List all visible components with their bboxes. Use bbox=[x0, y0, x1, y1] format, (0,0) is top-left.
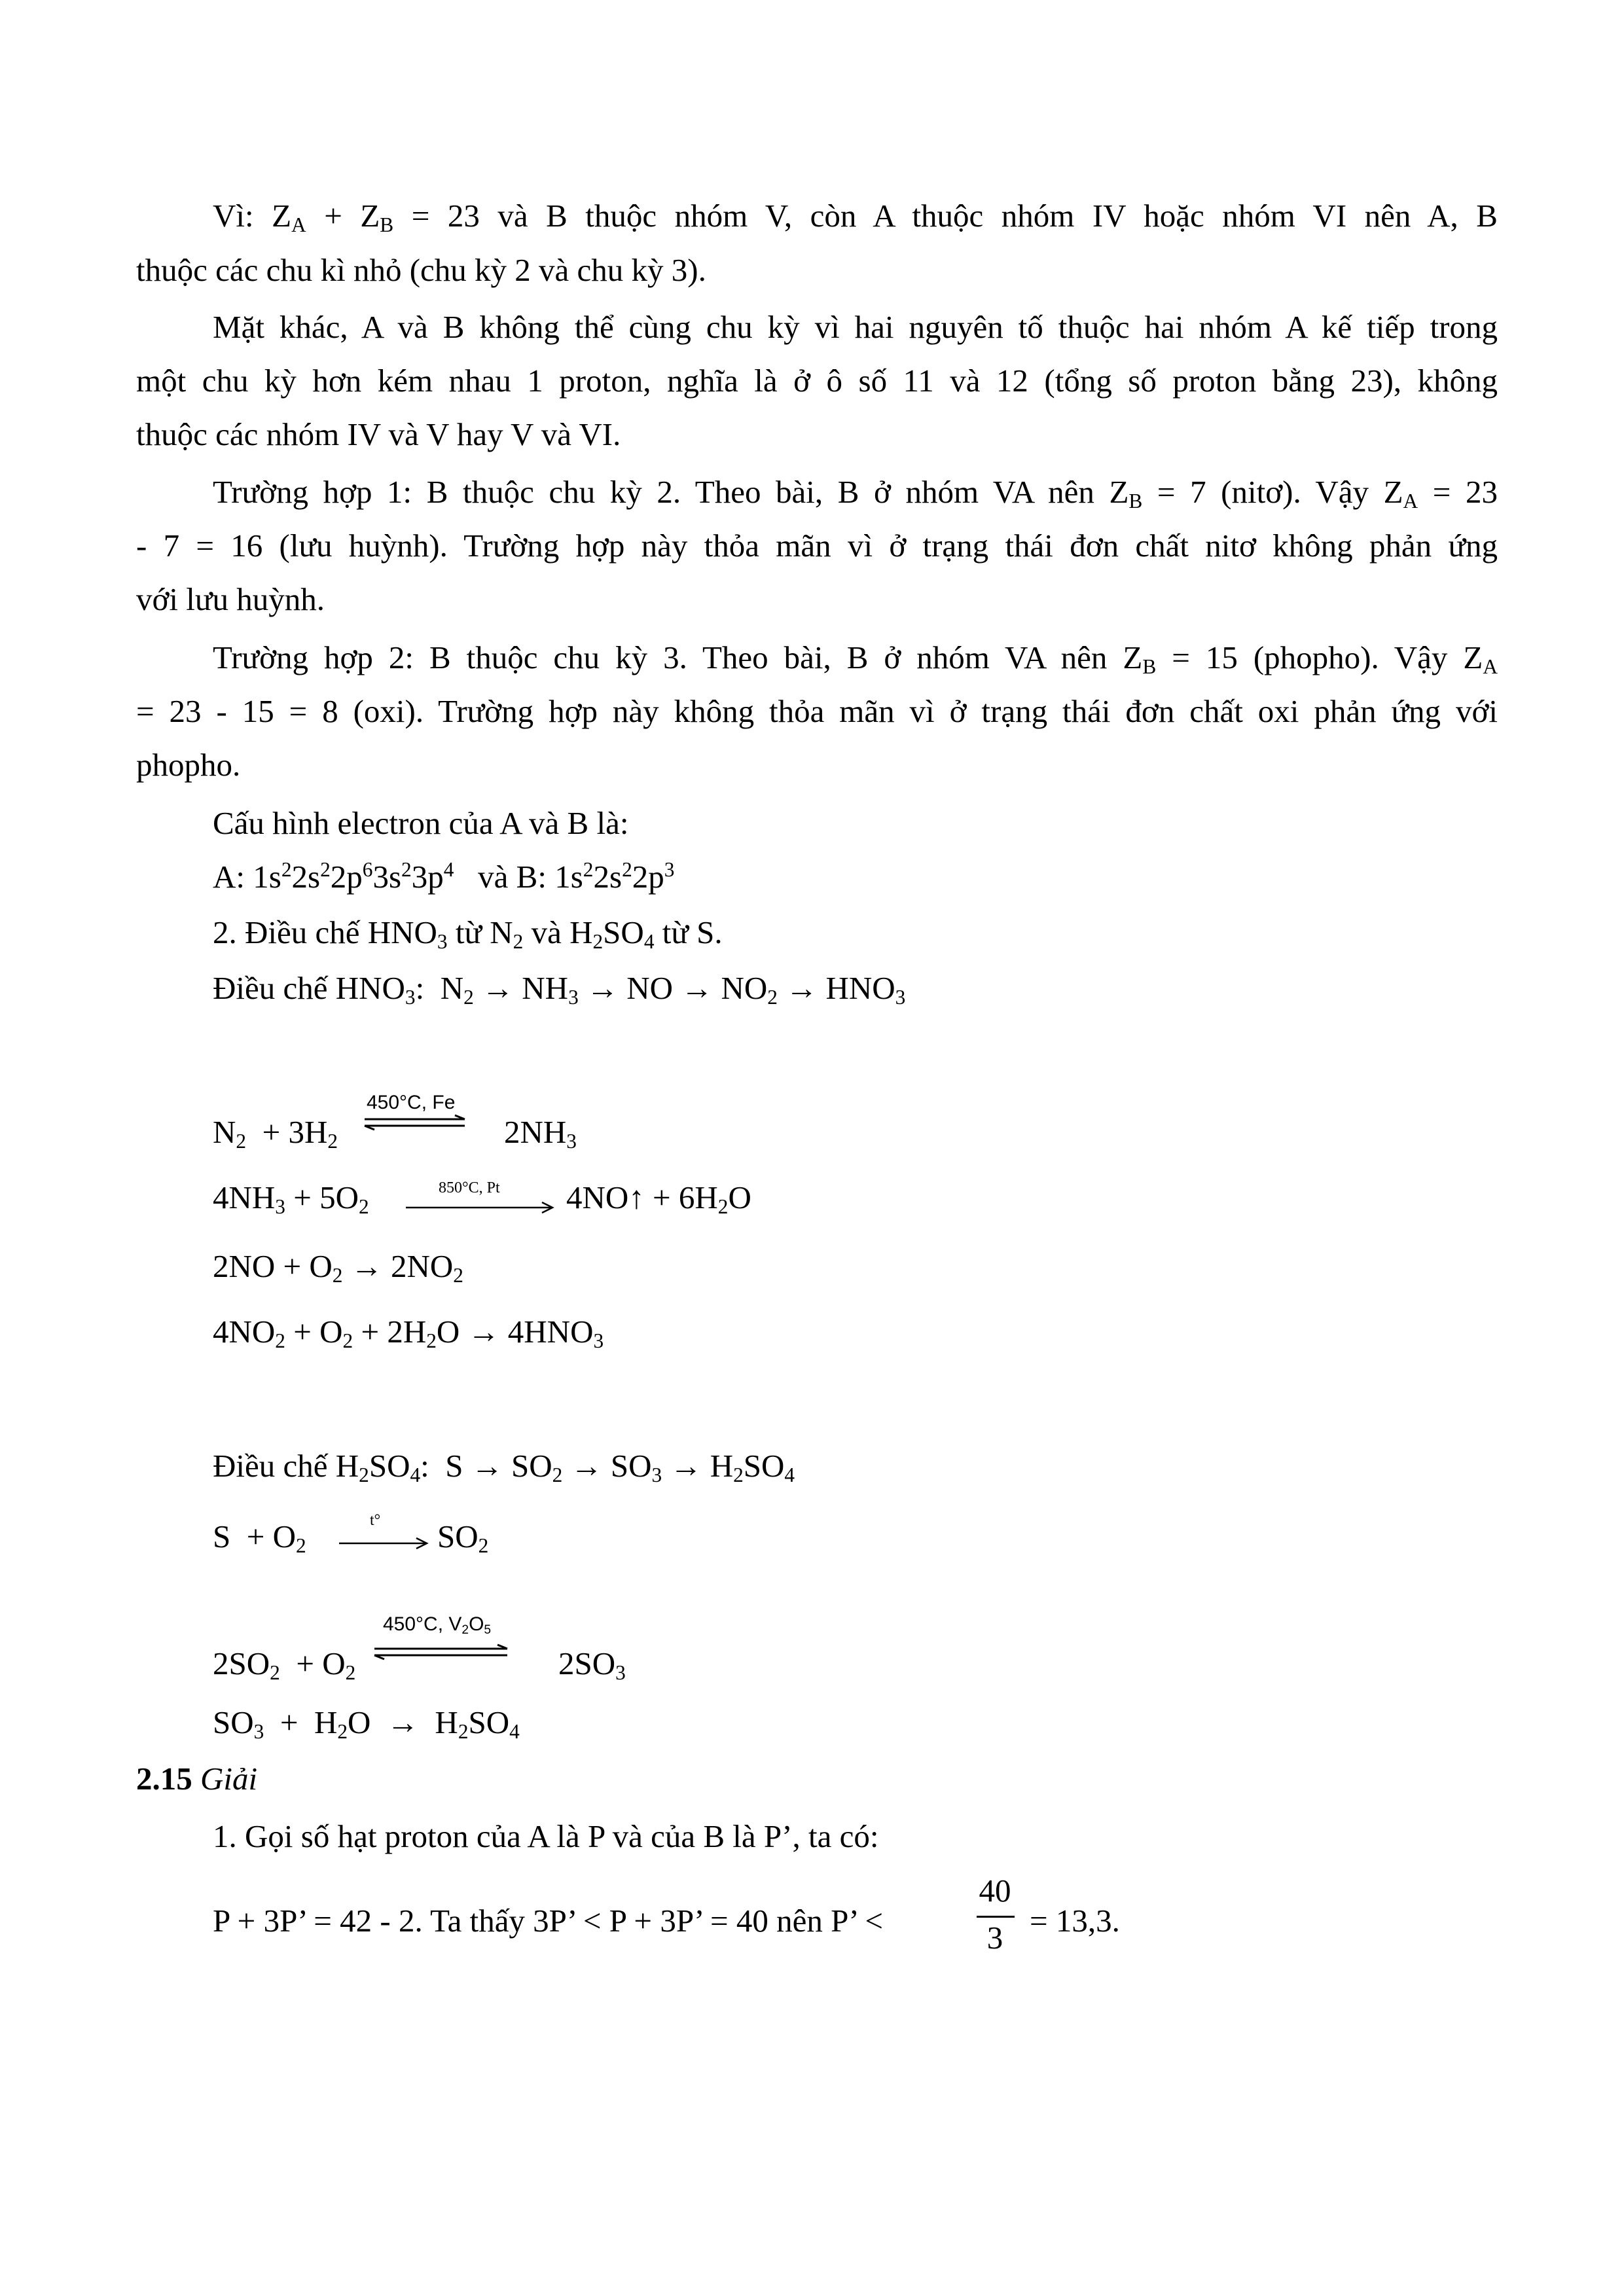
section-215-line-1: 1. Gọi số hạt proton của A là P và của B là P’, ta có: bbox=[213, 1818, 879, 1854]
equation-so2-o2: $2SO_2 + O_2$ bbox=[213, 1645, 356, 1684]
equation-so2-product: $SO_2$ bbox=[437, 1518, 489, 1557]
equation-nh3-product: $2NH_3$ bbox=[504, 1114, 577, 1153]
paragraph-4-line-1: Trường hợp 2: B thuộc chu kỳ 3. Theo bài, B ở nhóm VA nên $Z_B = 15$ (phopho). Vậy $Z_A$ bbox=[213, 639, 1498, 678]
equation-no-h2o: 4NO↑ + $6H_2O$ bbox=[566, 1179, 751, 1218]
fraction-bar bbox=[977, 1916, 1015, 1918]
equation-nh3-o2: $4NH_3 + 5O_2$ bbox=[213, 1179, 369, 1218]
config-formula: A: $1s^22s^22p^63s^23p^4$ và B: $1s^22s^22p^3$ bbox=[213, 857, 675, 895]
condition-fe: 450°C, Fe bbox=[367, 1092, 456, 1113]
paragraph-3-line-3: với lưu huỳnh. bbox=[136, 581, 325, 617]
section-215-heading: 2.15 Giải bbox=[136, 1761, 258, 1797]
paragraph-3-line-1: Trường hợp 1: B thuộc chu kỳ 2. Theo bài, B ở nhóm VA nên $Z_B = 7$ (nitơ). Vậy $Z_A = 23$ bbox=[213, 474, 1498, 512]
equation-so3-product: $2SO_3$ bbox=[558, 1645, 626, 1684]
paragraph-3-line-2: - 7 = 16 (lưu huỳnh). Trường hợp này thỏa mãn vì ở trạng thái đơn chất nitơ không phản ứng bbox=[136, 528, 1498, 564]
section-2-heading: 2. Điều chế $HNO_3$ từ $N_2$ và $H_2SO_4$ từ S. bbox=[213, 914, 723, 953]
equation-s-o2: $S + O_2$ bbox=[213, 1518, 306, 1557]
condition-t: t° bbox=[370, 1512, 381, 1529]
condition-v2o5: 450°C, $V_2O_5$ bbox=[383, 1613, 492, 1637]
h2so4-scheme: Điều chế $H_2SO_4$: $S \to SO_2 \to SO_3 \to H_2SO_4$ bbox=[213, 1448, 795, 1486]
paragraph-2-line-2: một chu kỳ hơn kém nhau 1 proton, nghĩa là ở ô số 11 và 12 (tổng số proton bằng 23), không bbox=[136, 363, 1498, 399]
config-title: Cấu hình electron của A và B là: bbox=[213, 805, 629, 841]
fraction-denominator: 3 bbox=[986, 1920, 1003, 1956]
condition-pt: 850°C, Pt bbox=[439, 1179, 500, 1196]
equation-no-o2: $2NO + O_2 \to 2NO_2$ bbox=[213, 1248, 463, 1287]
paragraph-1-line-2: thuộc các chu kì nhỏ (chu kỳ 2 và chu kỳ 3). bbox=[136, 252, 706, 288]
paragraph-2-line-1: Mặt khác, A và B không thể cùng chu kỳ vì hai nguyên tố thuộc hai nhóm A kế tiếp trong bbox=[213, 309, 1498, 345]
equation-no2-hno3: $4NO_2 + O_2 + 2H_2O \to 4HNO_3$ bbox=[213, 1314, 604, 1352]
arrow-t bbox=[339, 1537, 431, 1550]
equilibrium-arrow-1 bbox=[363, 1115, 468, 1131]
paragraph-4-line-3: phopho. bbox=[136, 747, 241, 783]
section-215-line-2: P + 3P’ = 42 - 2. Ta thấy 3P’ < P + 3P’ = 40 nên P’ < bbox=[213, 1903, 883, 1939]
hno3-scheme: Điều chế $HNO_3$: $N_2 \to NH_3$ → NO → $NO_2 \to HNO_3$ bbox=[213, 970, 906, 1009]
section-215-line-2-end: = 13,3. bbox=[1030, 1903, 1120, 1939]
paragraph-2-line-3: thuộc các nhóm IV và V hay V và VI. bbox=[136, 416, 621, 452]
paragraph-4-line-2: = 23 - 15 = 8 (oxi). Trường hợp này không thỏa mãn vì ở trạng thái đơn chất oxi phản ứng với bbox=[136, 693, 1498, 729]
equilibrium-arrow-2 bbox=[373, 1645, 511, 1660]
equation-n2-h2: $N_2 + 3H_2$ bbox=[213, 1114, 338, 1153]
arrow-pt bbox=[406, 1201, 556, 1214]
equation-so3-h2o: $SO_3 + H_2O \to H_2SO_4$ bbox=[213, 1704, 520, 1743]
paragraph-1-line-1: Vì: $Z_A + Z_B = 23$ và B thuộc nhóm V, còn A thuộc nhóm IV hoặc nhóm VI nên A, B bbox=[213, 198, 1498, 236]
fraction-numerator: 40 bbox=[979, 1873, 1011, 1909]
